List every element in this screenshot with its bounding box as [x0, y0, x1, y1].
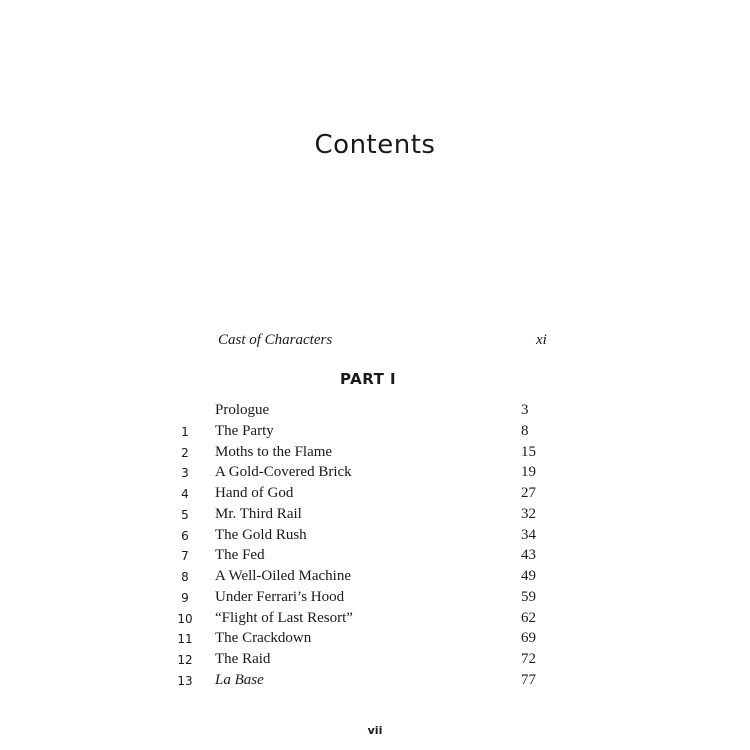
front-matter-label: Cast of Characters [218, 332, 333, 348]
toc-entry [0, 651, 750, 671]
page-title: Contents [314, 130, 436, 160]
chapter-title: The Crackdown [215, 630, 312, 647]
chapter-number: 12 [177, 653, 193, 667]
chapter-number: 6 [181, 528, 189, 543]
chapter-page: 49 [521, 568, 536, 584]
chapter-title: Mr. Third Rail [215, 505, 302, 522]
chapter-page: 15 [521, 443, 536, 460]
chapter-page: 77 [521, 671, 536, 688]
chapter-number: 3 [181, 466, 189, 481]
chapter-title: “Flight of Last Resort” [215, 609, 353, 626]
chapter-number: 10 [177, 611, 193, 626]
chapter-title: The Raid [215, 651, 271, 667]
toc-entry [0, 610, 750, 630]
chapter-title: Under Ferrari’s Hood [215, 588, 345, 605]
chapter-number: 8 [181, 570, 189, 584]
chapter-number: 5 [181, 507, 189, 522]
chapter-page: 34 [521, 526, 536, 543]
toc-entry [0, 672, 750, 692]
toc-entry [0, 423, 750, 443]
toc-entry [0, 444, 750, 464]
chapter-title: The Gold Rush [215, 526, 307, 543]
chapter-number: 7 [181, 549, 189, 564]
chapter-page: 19 [521, 464, 536, 481]
page-number: vii [367, 724, 383, 737]
toc-entry [0, 527, 750, 547]
chapter-title: A Gold-Covered Brick [215, 464, 352, 481]
chapter-number: 13 [177, 673, 193, 688]
chapter-title: Moths to the Flame [215, 443, 333, 460]
toc-entry [0, 464, 750, 484]
part-heading: PART I [340, 370, 397, 388]
chapter-page: 72 [521, 651, 536, 667]
chapter-page: 59 [521, 588, 536, 605]
toc-entry [0, 568, 750, 588]
chapter-page: 27 [521, 485, 536, 501]
front-matter-page: xi [536, 332, 547, 348]
chapter-number: 2 [181, 445, 189, 460]
chapter-page: 3 [521, 402, 529, 418]
toc-entry [0, 589, 750, 609]
chapter-page: 43 [521, 547, 536, 564]
toc-entry [0, 402, 750, 422]
toc-entry [0, 506, 750, 526]
chapter-title: Prologue [215, 402, 270, 418]
chapter-number: 1 [181, 424, 189, 439]
chapter-page: 62 [521, 609, 536, 626]
chapter-number: 9 [181, 590, 189, 605]
front-matter-entry [218, 332, 558, 349]
chapter-page: 32 [521, 505, 536, 522]
toc-entry [0, 547, 750, 567]
chapter-title: La Base [215, 671, 264, 688]
chapter-number: 4 [181, 487, 189, 501]
chapter-title: A Well-Oiled Machine [215, 568, 351, 584]
chapter-title: Hand of God [215, 485, 294, 501]
chapter-number: 11 [177, 632, 193, 647]
chapter-title: The Fed [215, 547, 265, 564]
toc-entry [0, 485, 750, 505]
chapter-page: 69 [521, 630, 536, 647]
chapter-page: 8 [521, 422, 529, 439]
toc-entry [0, 630, 750, 650]
chapter-title: The Party [215, 422, 274, 439]
